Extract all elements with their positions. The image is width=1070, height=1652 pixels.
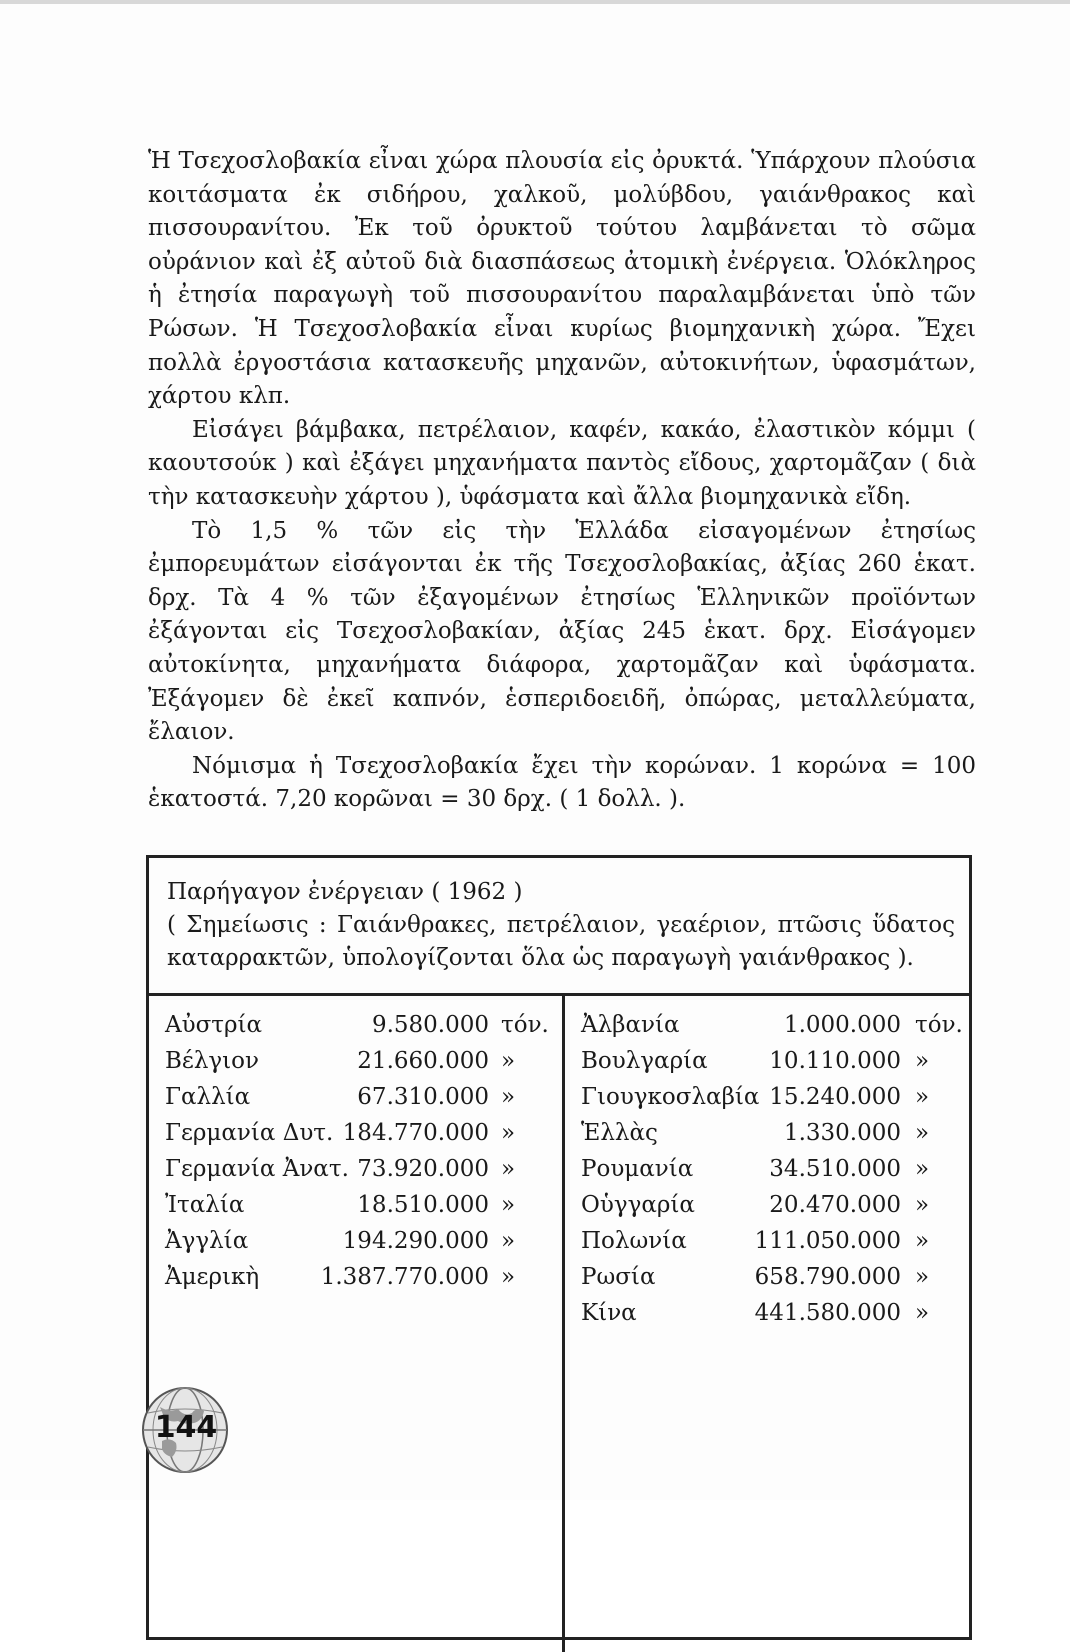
unit: » xyxy=(915,1264,930,1290)
table-row xyxy=(149,1084,559,1120)
unit: » xyxy=(915,1084,930,1110)
production-amount: 34.510.000 xyxy=(769,1156,901,1182)
unit: » xyxy=(501,1228,516,1254)
production-amount: 15.240.000 xyxy=(769,1084,901,1110)
unit: » xyxy=(501,1264,516,1290)
paragraph-minerals: Ἡ Τσεχοσλοβακία εἶναι χώρα πλουσία εἰς ὀρυκτά. Ὑπάρχουν πλούσια κοιτάσματα ἐκ σιδήρου, χαλκοῦ, μολύβδου, γαιάνθρακος καὶ πισσουρανίτου. Ἐκ τοῦ ὀρυκτοῦ τούτου λαμβάνεται τὸ σῶμα οὐράνιον καὶ ἐξ αὐτοῦ διὰ διασπάσεως ἀτομικὴ ἐνέργεια. Ὁλόκληρος ἡ ἐτησία παραγωγὴ τοῦ πισσουρανίτου παραλαμβάνεται ὑπὸ τῶν Ρώσων. Ἡ Τσεχοσλοβακία εἶναι κυρίως βιομηχανικὴ χώρα. Ἔχει πολλὰ ἐργοστάσια κατασκευῆς μηχανῶν, αὐτοκινήτων, ὑφασμάτων, χάρτου κλπ. xyxy=(148,148,976,410)
body-text xyxy=(148,145,976,817)
table-note: ( Σημείωσις : Γαιάνθρακες, πετρέλαιον, γεαέριον, πτῶσις ὕδατος καταρρακτῶν, ὑπολογίζονται ὅλα ὡς παραγωγὴ γαιάνθρακος ). xyxy=(167,912,955,971)
table-row xyxy=(149,1228,559,1264)
page-number: 144 xyxy=(154,1410,218,1445)
paragraph-imports-exports: Εἰσάγει βάμβακα, πετρέλαιον, καφέν, κακάο, ἐλαστικὸν κόμμι ( καουτσούκ ) καὶ ἐξάγει μηχανήματα παντὸς εἴδους, χαρτομᾶζαν ( διὰ τὴν κατασκευὴν χάρτου ), ὑφάσματα καὶ ἄλλα βιομηχανικὰ εἴδη. xyxy=(148,416,976,510)
table-body xyxy=(149,996,969,1636)
table-row xyxy=(565,1192,975,1228)
table-row xyxy=(565,1156,975,1192)
table-row xyxy=(565,1300,975,1336)
table-column-west xyxy=(149,996,559,1300)
table-row xyxy=(565,1012,975,1048)
table-row xyxy=(565,1228,975,1264)
country-name: Γερμανία Δυτ. xyxy=(165,1120,334,1146)
table-row xyxy=(149,1012,559,1048)
unit: τόν. xyxy=(915,1012,963,1038)
top-edge xyxy=(0,0,1070,4)
production-amount: 658.790.000 xyxy=(754,1264,901,1290)
production-amount: 111.050.000 xyxy=(754,1228,901,1254)
production-amount: 73.920.000 xyxy=(357,1156,489,1182)
production-amount: 20.470.000 xyxy=(769,1192,901,1218)
country-name: Πολωνία xyxy=(581,1228,687,1254)
production-amount: 441.580.000 xyxy=(754,1300,901,1326)
production-amount: 184.770.000 xyxy=(342,1120,489,1146)
table-row xyxy=(149,1156,559,1192)
unit: » xyxy=(501,1084,516,1110)
table-row xyxy=(149,1048,559,1084)
country-name: Ρωσία xyxy=(581,1264,656,1290)
table-row xyxy=(565,1264,975,1300)
table-header xyxy=(149,858,969,996)
country-name: Ἰταλία xyxy=(165,1192,245,1218)
paragraph-trade-greece: Τὸ 1,5 % τῶν εἰς τὴν Ἑλλάδα εἰσαγομένων ἐτησίως ἐμπορευμάτων εἰσάγονται ἐκ τῆς Τσεχοσλοβακίας, ἀξίας 260 ἑκατ. δρχ. Τὰ 4 % τῶν ἐξαγομένων ἐτησίως Ἑλληνικῶν προϊόντων ἐξάγονται εἰς Τσεχοσλοβακίαν, ἀξίας 245 ἑκατ. δρχ. Εἰσάγομεν αὐτοκίνητα, μηχανήματα διάφορα, χαρτομᾶζαν καὶ ὑφάσματα. Ἐξάγομεν δὲ ἐκεῖ καπνόν, ἑσπεριδοειδῆ, ὀπώρας, μεταλλεύματα, ἔλαιον. xyxy=(148,517,976,746)
country-name: Ἀλβανία xyxy=(581,1012,680,1038)
production-amount: 1.000.000 xyxy=(783,1012,901,1038)
unit: » xyxy=(915,1300,930,1326)
unit: » xyxy=(915,1048,930,1074)
unit: » xyxy=(915,1192,930,1218)
country-name: Ἑλλὰς xyxy=(581,1120,658,1146)
unit: » xyxy=(915,1156,930,1182)
table-row xyxy=(565,1120,975,1156)
unit: » xyxy=(501,1048,516,1074)
production-amount: 194.290.000 xyxy=(342,1228,489,1254)
table-column-east xyxy=(562,996,975,1652)
country-name: Οὑγγαρία xyxy=(581,1192,695,1218)
production-amount: 67.310.000 xyxy=(357,1084,489,1110)
country-name: Βουλγαρία xyxy=(581,1048,708,1074)
country-name: Αὐστρία xyxy=(165,1012,263,1038)
unit: » xyxy=(915,1120,930,1146)
production-amount: 18.510.000 xyxy=(357,1192,489,1218)
country-name: Κίνα xyxy=(581,1300,637,1326)
paragraph-currency: Νόμισμα ἡ Τσεχοσλοβακία ἔχει τὴν κορώναν. 1 κορώνα = 100 ἑκατοστά. 7,20 κορῶναι = 30 δρχ. ( 1 δολλ. ). xyxy=(148,752,976,813)
country-name: Ρουμανία xyxy=(581,1156,694,1182)
table-row xyxy=(149,1120,559,1156)
unit: » xyxy=(501,1192,516,1218)
country-name: Βέλγιον xyxy=(165,1048,259,1074)
table-row xyxy=(149,1264,559,1300)
unit: » xyxy=(501,1156,516,1182)
country-name: Γαλλία xyxy=(165,1084,251,1110)
production-amount: 9.580.000 xyxy=(371,1012,489,1038)
unit: τόν. xyxy=(501,1012,549,1038)
energy-production-table xyxy=(146,855,972,1640)
country-name: Γιουγκοσλαβία xyxy=(581,1084,760,1110)
unit: » xyxy=(501,1120,516,1146)
production-amount: 1.387.770.000 xyxy=(320,1264,489,1290)
country-name: Ἀγγλία xyxy=(165,1228,249,1254)
table-row xyxy=(565,1048,975,1084)
production-amount: 1.330.000 xyxy=(783,1120,901,1146)
production-amount: 21.660.000 xyxy=(357,1048,489,1074)
unit: » xyxy=(915,1228,930,1254)
table-title: Παρήγαγον ἐνέργειαν ( 1962 ) xyxy=(167,879,523,905)
table-row xyxy=(149,1192,559,1228)
production-amount: 10.110.000 xyxy=(769,1048,901,1074)
country-name: Γερμανία Ἀνατ. xyxy=(165,1156,349,1182)
table-row xyxy=(565,1084,975,1120)
country-name: Ἀμερικὴ xyxy=(165,1264,260,1290)
